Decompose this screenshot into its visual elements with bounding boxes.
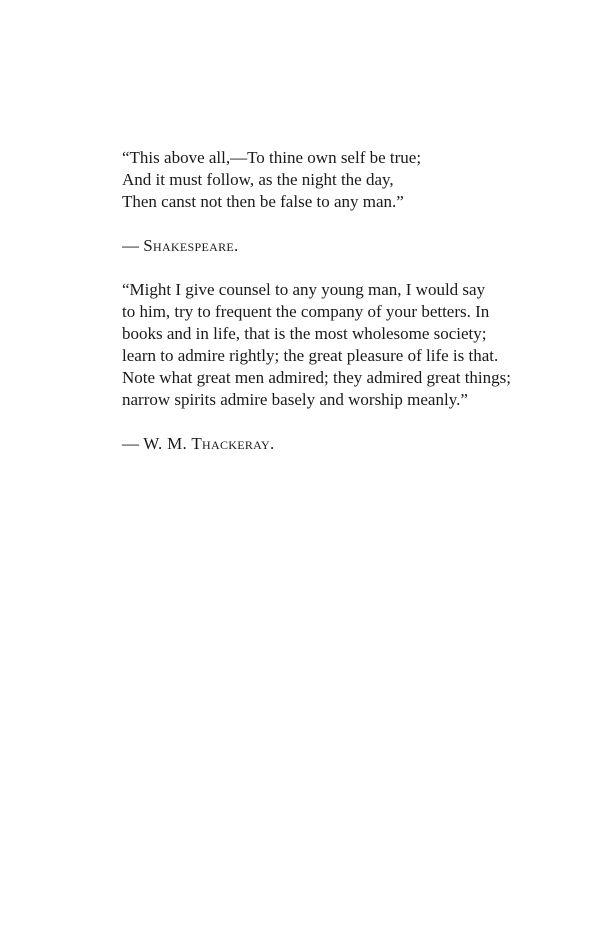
quote-line: learn to admire rightly; the great pleasure of life is that. (122, 346, 499, 365)
attribution-dash: — (122, 236, 144, 255)
shakespeare-attribution (122, 235, 542, 257)
attribution-author: Shakespeare (143, 236, 235, 255)
thackeray-quote (122, 279, 542, 411)
quote-line: to him, try to frequent the company of your betters. In (122, 302, 490, 321)
quote-line: “This above all,—To thine own self be true; (122, 148, 422, 167)
thackeray-attribution (122, 433, 542, 455)
quote-line: “Might I give counsel to any young man, I would say (122, 280, 486, 299)
shakespeare-quote (122, 147, 542, 213)
attribution-dash: — (122, 434, 144, 453)
quote-line: Then canst not then be false to any man.” (122, 192, 404, 211)
quote-line: And it must follow, as the night the day, (122, 170, 394, 189)
quote-line: Note what great men admired; they admired great things; (122, 368, 511, 387)
attribution-suffix: . (270, 434, 275, 453)
attribution-author: W. M. Thackeray (143, 434, 270, 453)
epigraph-block (122, 147, 542, 455)
quote-line: books and in life, that is the most wholesome society; (122, 324, 487, 343)
quote-line: narrow spirits admire basely and worship meanly.” (122, 390, 468, 409)
attribution-suffix: . (234, 236, 239, 255)
